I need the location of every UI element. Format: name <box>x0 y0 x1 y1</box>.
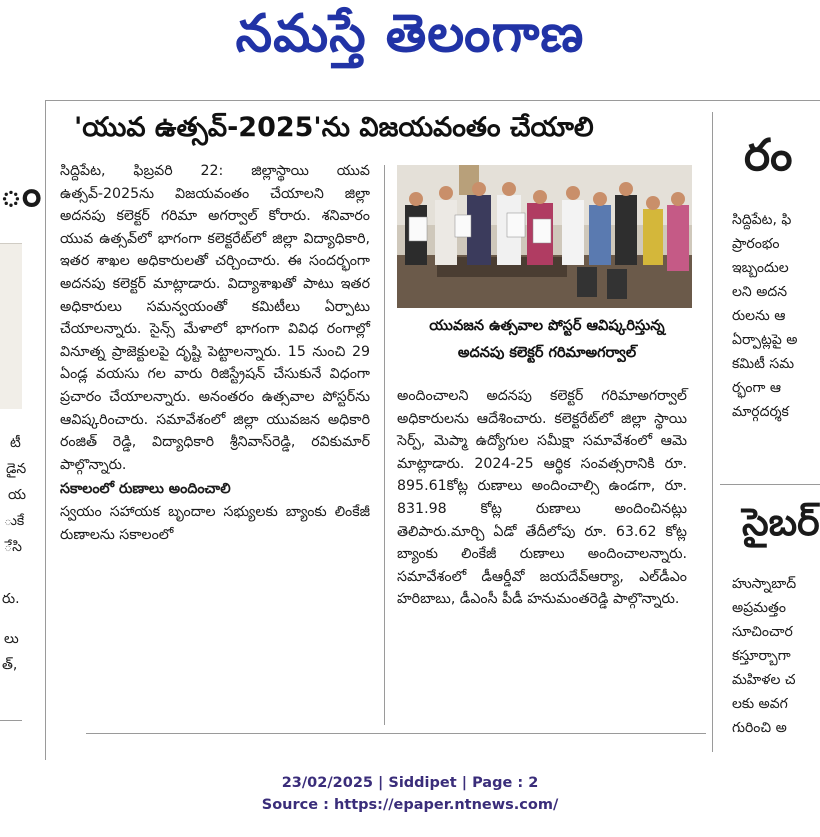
left-fragment: ుకే <box>4 513 25 529</box>
article-column-2 <box>397 385 687 611</box>
right-text-line: ఇబ్బందుల <box>732 260 789 276</box>
article-column-1 <box>60 160 370 546</box>
caption-line: అదనపు కలెక్టర్ గరిమాఅగర్వాల్ <box>457 345 637 361</box>
right-text-line: ఏర్పాట్లపై అ <box>732 332 798 348</box>
left-fragment: ం <box>0 171 42 215</box>
right-text-line: సూచించార <box>732 624 793 640</box>
right-text-line: గురించి అ <box>732 720 787 736</box>
left-fragment: ేసి <box>4 539 22 555</box>
left-fragment: రు. <box>2 591 20 607</box>
left-fragment: టీ <box>10 435 21 451</box>
right-headline-1: రం <box>744 130 793 181</box>
newspaper-masthead <box>0 0 820 78</box>
column-divider <box>384 165 385 725</box>
left-fragment: య <box>8 487 27 503</box>
right-text-line: ప్రారంభం <box>732 236 780 252</box>
right-text-line: సిద్దిపేట, ఫి <box>732 212 792 228</box>
right-text-line: కమిటీ సమ <box>732 356 795 372</box>
right-text-line: హుస్నాబాద్ <box>732 576 797 592</box>
caption-line: యువజన ఉత్సవాల పోస్టర్ ఆవిష్కరిస్తున్న <box>429 318 665 334</box>
masthead-title: నమస్తే తెలంగాణ <box>235 4 585 64</box>
article-photo <box>397 165 692 308</box>
right-gutter-rule <box>712 112 713 752</box>
right-text-line: లకు అవగ <box>732 696 788 712</box>
left-gutter-rule <box>45 100 46 760</box>
footer-source[interactable]: Source : https://epaper.ntnews.com/ <box>261 797 559 813</box>
left-cutoff-column <box>0 100 44 740</box>
left-fragment: త్, <box>2 657 18 673</box>
right-text-line: మార్గదర్శక <box>732 404 789 420</box>
right-text-line: లని అదన <box>732 284 788 300</box>
article-bottom-rule <box>86 733 706 734</box>
right-text-line: అప్రమత్తం <box>732 600 786 616</box>
left-cutoff-photo <box>0 243 22 409</box>
page-footer <box>0 772 820 816</box>
officials-poster-photo <box>397 165 692 308</box>
article-headline: 'యువ ఉత్సవ్-2025'ను విజయవంతం చేయాలి <box>74 112 594 143</box>
right-text-line: ర్భంగా ఆ <box>732 380 782 396</box>
footer-date-page: 23/02/2025 | Siddipet | Page : 2 <box>281 775 539 791</box>
article-paragraph: అందించాలని అదనపు కలెక్టర్ గరిమాఅగర్వాల్ అధికారులను ఆదేశించారు. కలెక్టరేట్‌లో జిల్లా స్థాయి సెర్ప్, మెప్మా ఉద్యోగుల సమీక్షా సమావేశంలో ఆమె మాట్లాడారు. 2024-25 ఆర్థిక సంవత్సరానికి రూ. 895.61కోట్ల రుణాలు అందించాల్సి ఉండగా, రూ. 831.98 కోట్ల రుణాలు అందించినట్లు తెలిపారు.మార్చి ఏడో తేదీలోపు రూ. 63.62 కోట్ల బ్యాంకు లింకేజీ రుణాలు అందించాలన్నారు. సమావేశంలో డీఆర్డీవో జయదేవ్‌ఆర్యా, ఎల్‌డీఎం హరిబాబు, డీఎంసీ పీడీ హనుమంతరెడ్డి పాల్గొన్నారు. <box>397 388 687 608</box>
right-cutoff-column <box>720 100 820 740</box>
right-text-line: కస్తూర్బాగా <box>732 648 791 664</box>
article-paragraph: సిద్దిపేట, ఫిబ్రవరి 22: జిల్లాస్థాయి యువ ఉత్సవ్-2025ను విజయవంతం చేయాలని జిల్లా అదనపు కలెక్టర్ గరిమా అగర్వాల్ కోరారు. శనివారం యువ ఉత్సవ్‌లో భాగంగా కలెక్టరేట్‌లో జిల్లా విద్యాధికారి, ఇతర శాఖల అధికారులతో చర్చించారు. ఈ సందర్భంగా అదనపు కలెక్టర్ మాట్లాడారు. విద్యాశాఖతో పాటు ఇతర అధికారులు సమన్వయంతో కమిటీలు ఏర్పాటు చేయాలన్నారు. సైన్స్ మేళాలో భాగంగా వివిధ రంగాల్లో వినూత్న ప్రాజెక్టులపై దృష్టి పెట్టాలన్నారు. 15 నుంచి 29 ఏండ్ల వయసు గల వారు రిజిస్ట్రేషన్ చేసుకునే విధంగా ప్రచారం చేయాలన్నారు. అనంతరం ఉత్సవాల పోస్టర్‌ను ఆవిష్కరించారు. సమావేశంలో జిల్లా యువజన అధికారి రంజిత్ రెడ్డి, విద్యాధికారి శ్రీనివాస్‌రెడ్డి, రవికుమార్ పాల్గొన్నారు. <box>60 163 370 473</box>
right-text-line: రులను ఆ <box>732 308 786 324</box>
left-fragment: డైన <box>6 461 27 477</box>
photo-caption <box>397 313 697 367</box>
article-paragraph: స్వయం సహాయక బృందాల సభ్యులకు బ్యాంకు లింకేజీ రుణాలను సకాలంలో <box>60 503 370 543</box>
article-subhead: సకాలంలో రుణాలు అందించాలి <box>60 481 231 498</box>
top-rule <box>46 100 820 101</box>
right-headline-2: సైబర్ <box>742 500 820 544</box>
right-text-line: మహిళల చ <box>732 672 796 688</box>
left-fragment: లు <box>4 631 19 647</box>
